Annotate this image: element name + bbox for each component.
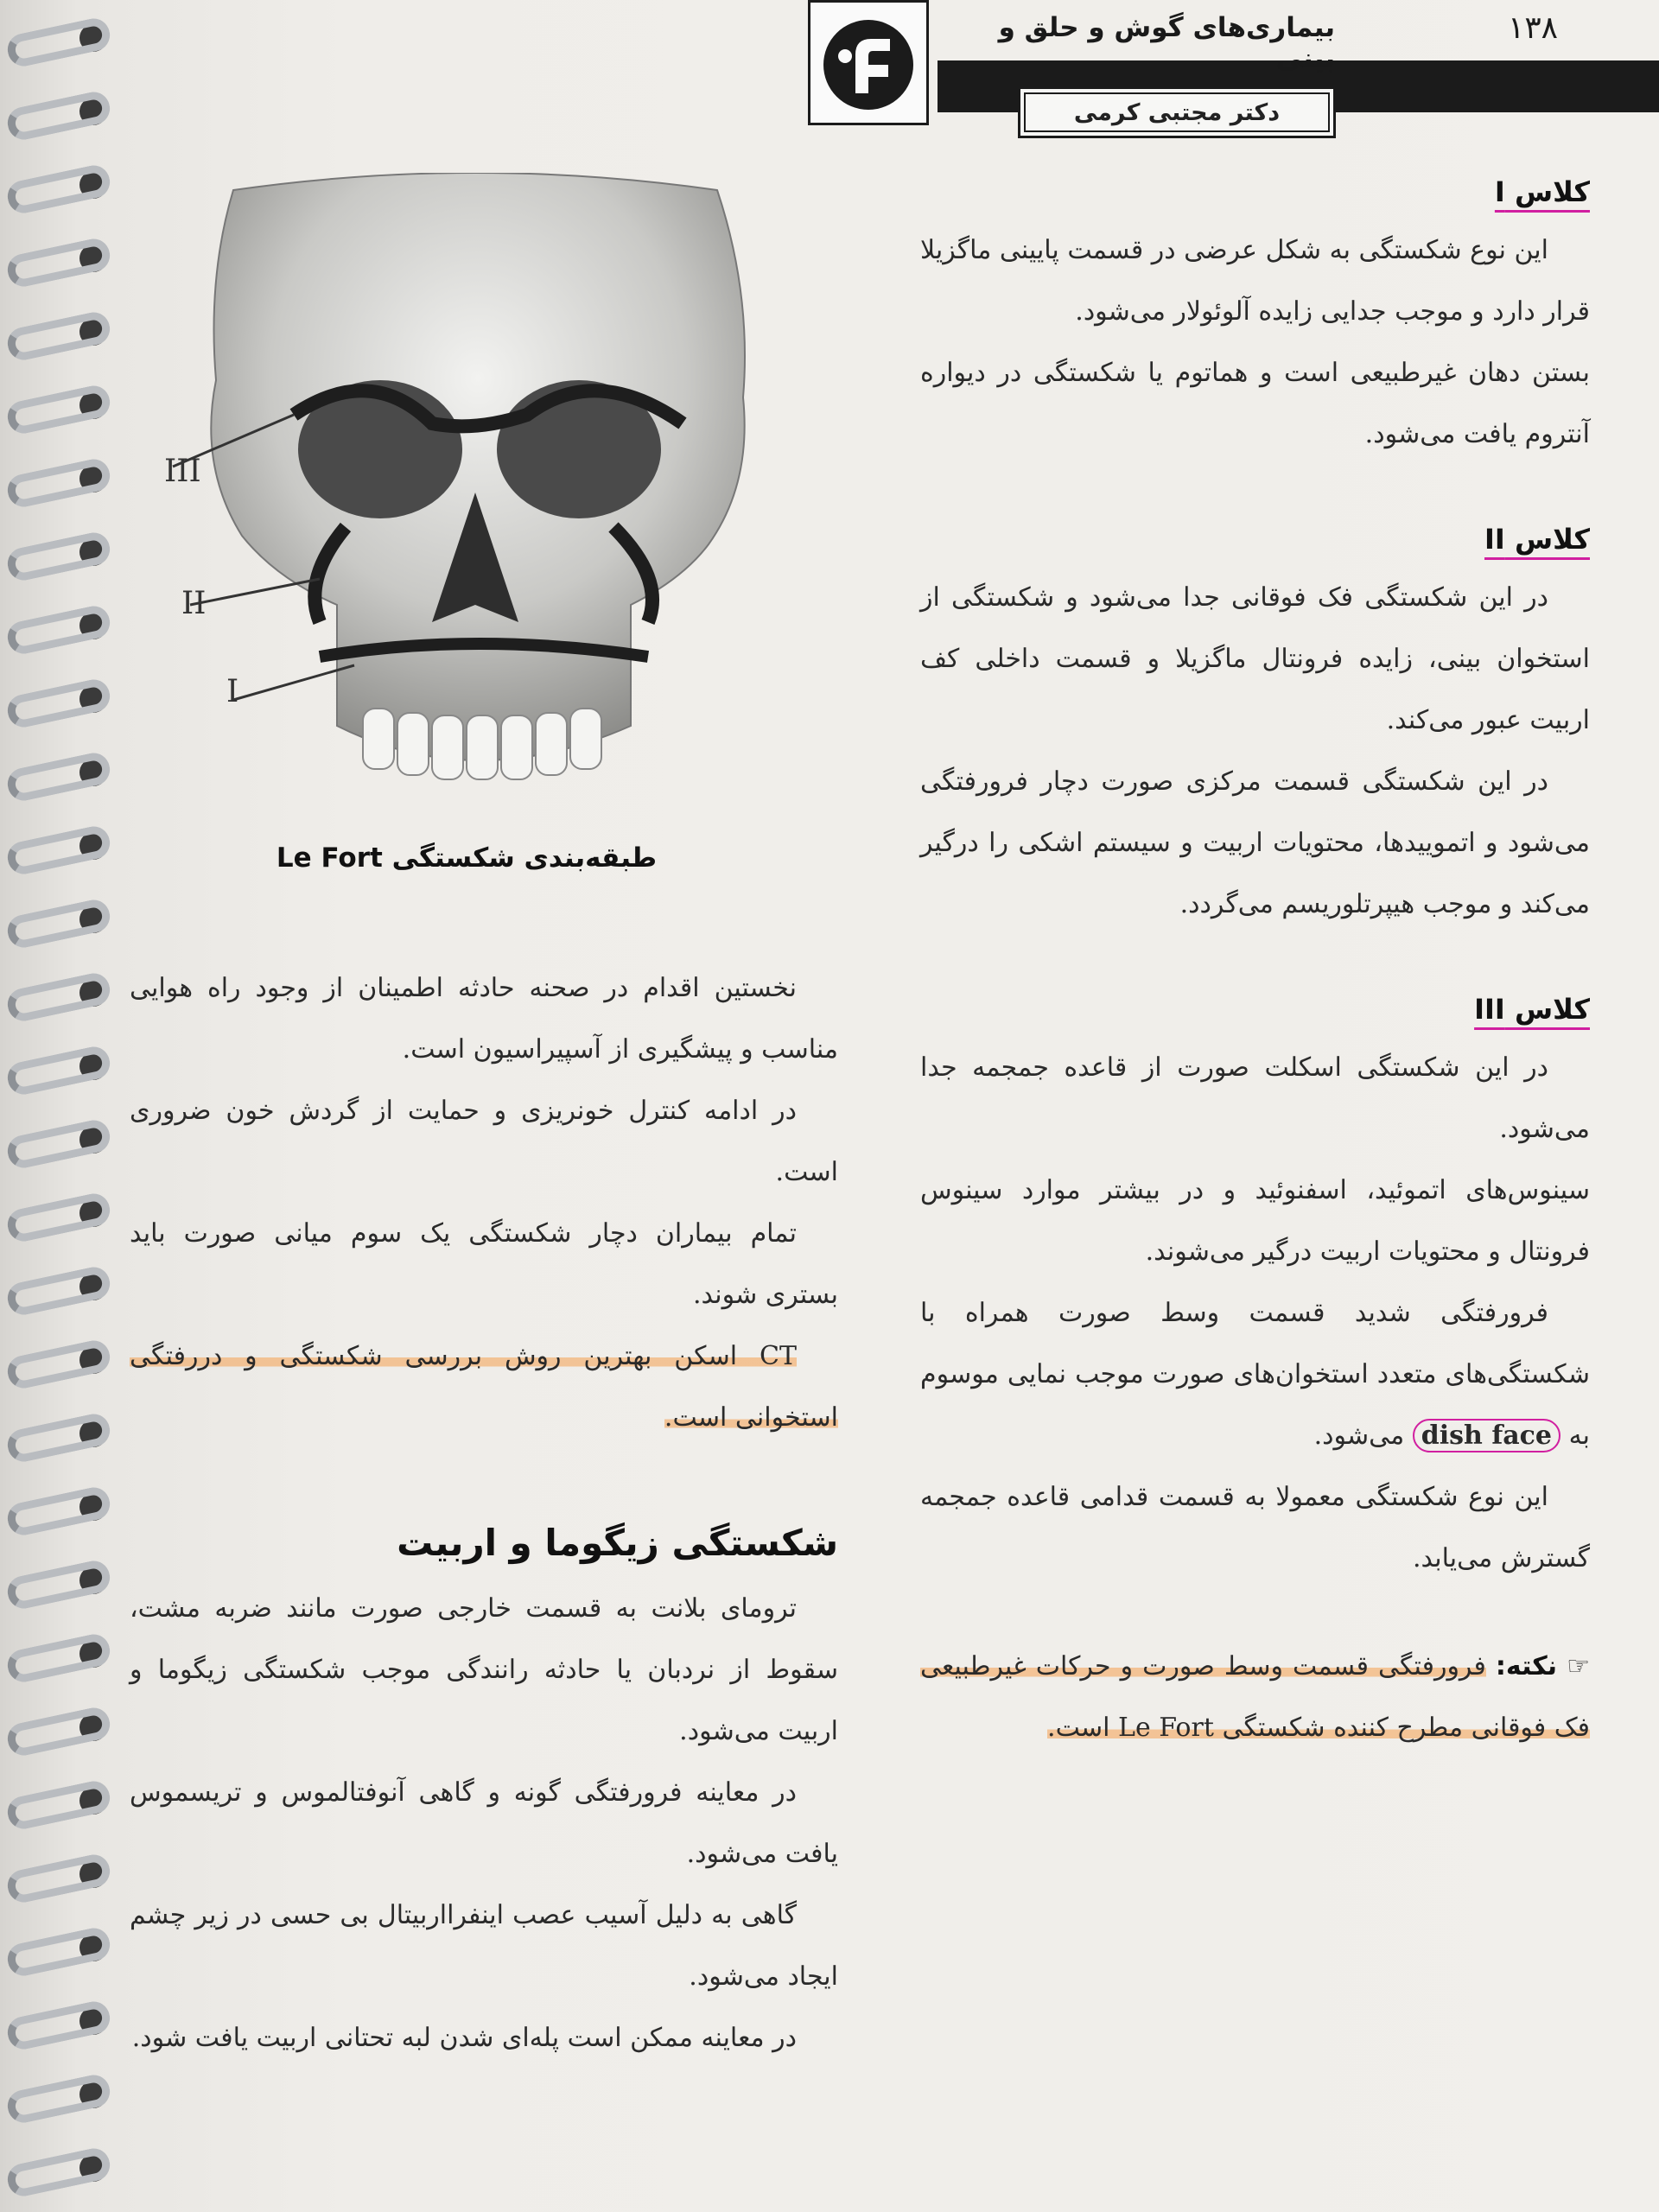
binding-ring: [4, 1558, 112, 1611]
class1-paragraph-2: بستن دهان غیرطبیعی است و هماتوم یا شکستگی در دیواره آنتروم یافت می‌شود.: [920, 358, 1590, 449]
class2-title: کلاس II: [1484, 523, 1590, 556]
right-column: [920, 164, 1590, 1758]
binding-ring: [4, 603, 112, 657]
class3-paragraph-3: فرورفتگی شدید قسمت وسط صورت همراه با شکستگی‌های متعدد استخوان‌های صورت موجب نمایی موسوم به dish face می‌شود.: [920, 1298, 1590, 1451]
binding-ring: [4, 2145, 112, 2199]
left-paragraph-3: تمام بیماران دچار شکستگی یک سوم میانی صورت باید بستری شوند.: [130, 1218, 838, 1310]
binding-ring: [4, 1925, 112, 1979]
book-title: بیماری‌های گوش و حلق و بینی: [998, 12, 1335, 74]
class3-paragraph-2: سینوس‌های اتموئید، اسفنوئید و در بیشتر موارد سینوس فرونتال و محتویات اربیت درگیر می‌شوند.: [920, 1175, 1590, 1267]
binding-ring: [4, 236, 112, 289]
left-paragraph-1: نخستین اقدام در صحنه حادثه اطمینان از وجود راه هوایی مناسب و پیشگیری از آسپیراسیون است.: [130, 973, 838, 1065]
left-paragraph-2: در ادامه کنترل خونریزی و حمایت از گردش خون ضروری است.: [130, 1096, 838, 1187]
class2-paragraph-1: در این شکستگی فک فوقانی جدا می‌شود و شکستگی از استخوان بینی، زایده فرونتال ماگزیلا و قسمت داخلی کف اربیت عبور می‌کند.: [920, 582, 1590, 735]
binding-ring: [4, 1999, 112, 2052]
binding-ring: [4, 1117, 112, 1171]
binding-ring: [4, 1852, 112, 1905]
binding-ring: [4, 1044, 112, 1097]
note-text: فرورفتگی قسمت وسط صورت و حرکات غیرطبیعی فک فوقانی مطرح کننده شکستگی Le Fort است.: [920, 1651, 1590, 1743]
binding-ring: [4, 16, 112, 69]
class2-paragraph-2: در این شکستگی قسمت مرکزی صورت دچار فرورفتگی می‌شود و اتموییدها، محتویات اربیت و سیستم اشکی را درگیر می‌کند و موجب هیپرتلوریسم می‌گردد.: [920, 766, 1590, 919]
class1-paragraph-1: این نوع شکستگی به شکل عرضی در قسمت پایینی ماگزیلا قرار دارد و موجب جدایی زایده آلوئولار می‌شود.: [920, 235, 1590, 327]
le-fort-label-i: I: [226, 674, 239, 709]
page-number: ۱۳۸: [1508, 10, 1559, 46]
figure-caption: طبقه‌بندی شکستگی Le Fort: [276, 842, 658, 874]
note-block: [920, 1636, 1590, 1758]
binding-ring: [4, 530, 112, 583]
left-paragraph-4: CT اسکن بهترین روش بررسی شکستگی و دررفتگی استخوانی است.: [130, 1341, 838, 1433]
left-paragraph-6: در معاینه فرورفتگی گونه و گاهی آنوفتالموس و تریسموس یافت می‌شود.: [130, 1777, 838, 1869]
binding-ring: [4, 823, 112, 877]
binding-ring: [4, 162, 112, 216]
left-column: [130, 957, 838, 2069]
binding-ring: [4, 897, 112, 950]
le-fort-label-iii: III: [164, 454, 201, 489]
left-paragraph-5: ترومای بلانت به قسمت خارجی صورت مانند ضربه مشت، سقوط از نردبان یا حادثه رانندگی موجب شکستگی زیگوما و اربیت می‌شود.: [130, 1593, 838, 1746]
left-paragraph-7: گاهی به دلیل آسیب عصب اینفرااربیتال بی حسی در زیر چشم ایجاد می‌شود.: [130, 1900, 838, 1992]
binding-ring: [4, 456, 112, 510]
le-fort-label-ii: II: [181, 586, 207, 621]
binding-ring: [4, 1264, 112, 1318]
class1-title: کلاس I: [1494, 175, 1590, 208]
binding-ring: [4, 383, 112, 436]
binding-ring: [4, 1484, 112, 1538]
note-label: نکته:: [1495, 1651, 1558, 1681]
class3-paragraph-1: در این شکستگی اسکلت صورت از قاعده جمجمه جدا می‌شود.: [920, 1052, 1590, 1144]
binding-ring: [4, 1191, 112, 1244]
author-name: دکتر مجتبی کرمی: [1073, 99, 1281, 126]
left-paragraph-8: در معاینه ممکن است پله‌ای شدن لبه تحتانی اربیت یافت شود.: [131, 2023, 797, 2053]
publisher-logo-icon: [808, 0, 929, 125]
pointing-hand-icon: ☞: [1567, 1651, 1590, 1681]
author-box: [1018, 86, 1336, 138]
le-fort-skull-illustration: [147, 173, 804, 830]
binding-ring: [4, 89, 112, 143]
binding-ring: [4, 1631, 112, 1685]
binding-ring: [4, 309, 112, 363]
class3-title: کلاس III: [1474, 993, 1590, 1026]
binding-ring: [4, 970, 112, 1024]
class3-paragraph-4: این نوع شکستگی معمولا به قسمت قدامی قاعده جمجمه گسترش می‌یابد.: [920, 1482, 1590, 1573]
binding-ring: [4, 1705, 112, 1758]
binding-ring: [4, 2072, 112, 2126]
binding-ring: [4, 750, 112, 804]
binding-ring: [4, 1338, 112, 1391]
section-title-zygoma-orbit: شکستگی زیگوما و اربیت: [397, 1522, 838, 1564]
spiral-binding: [0, 0, 130, 2212]
binding-ring: [4, 1411, 112, 1465]
binding-ring: [4, 677, 112, 730]
dish-face-term: dish face: [1413, 1419, 1560, 1452]
binding-ring: [4, 1778, 112, 1832]
